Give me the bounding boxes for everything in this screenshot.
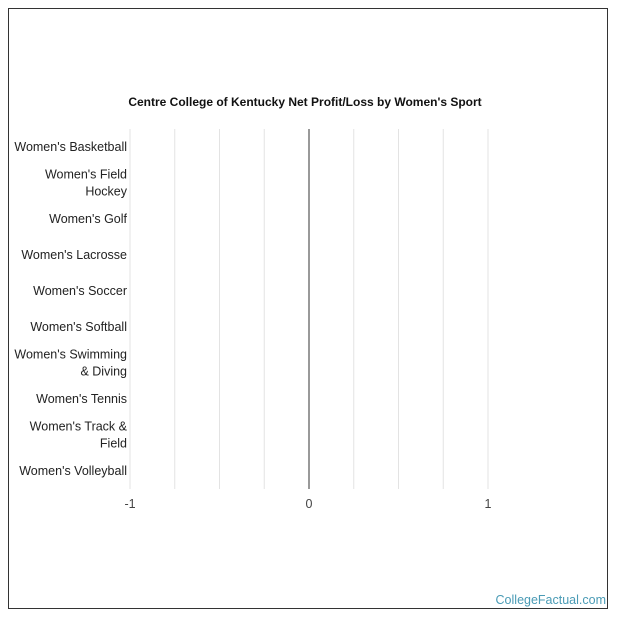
category-label: Women's Softball <box>30 320 127 334</box>
category-label: Women's Lacrosse <box>21 248 127 262</box>
x-tick-labels <box>124 497 491 511</box>
category-label: Women's Tennis <box>36 392 127 406</box>
category-label: Women's Field Hockey <box>44 167 127 199</box>
category-label: Women's Soccer <box>33 284 127 298</box>
x-tick-label: 1 <box>484 497 492 511</box>
category-label: Women's Volleyball <box>19 464 127 478</box>
category-label: Women's Basketball <box>14 140 127 154</box>
x-tick-label: 0 <box>305 497 313 511</box>
x-tick-label: -1 <box>124 497 136 511</box>
brand-link[interactable]: CollegeFactual.com <box>495 593 606 607</box>
category-labels <box>14 140 127 478</box>
category-label: Women's Golf <box>49 212 127 226</box>
category-label: Women's Swimming & Diving <box>14 347 127 379</box>
chart-title: Centre College of Kentucky Net Profit/Loss by Women's Sport <box>128 95 482 109</box>
category-label: Women's Track & Field <box>29 419 127 451</box>
